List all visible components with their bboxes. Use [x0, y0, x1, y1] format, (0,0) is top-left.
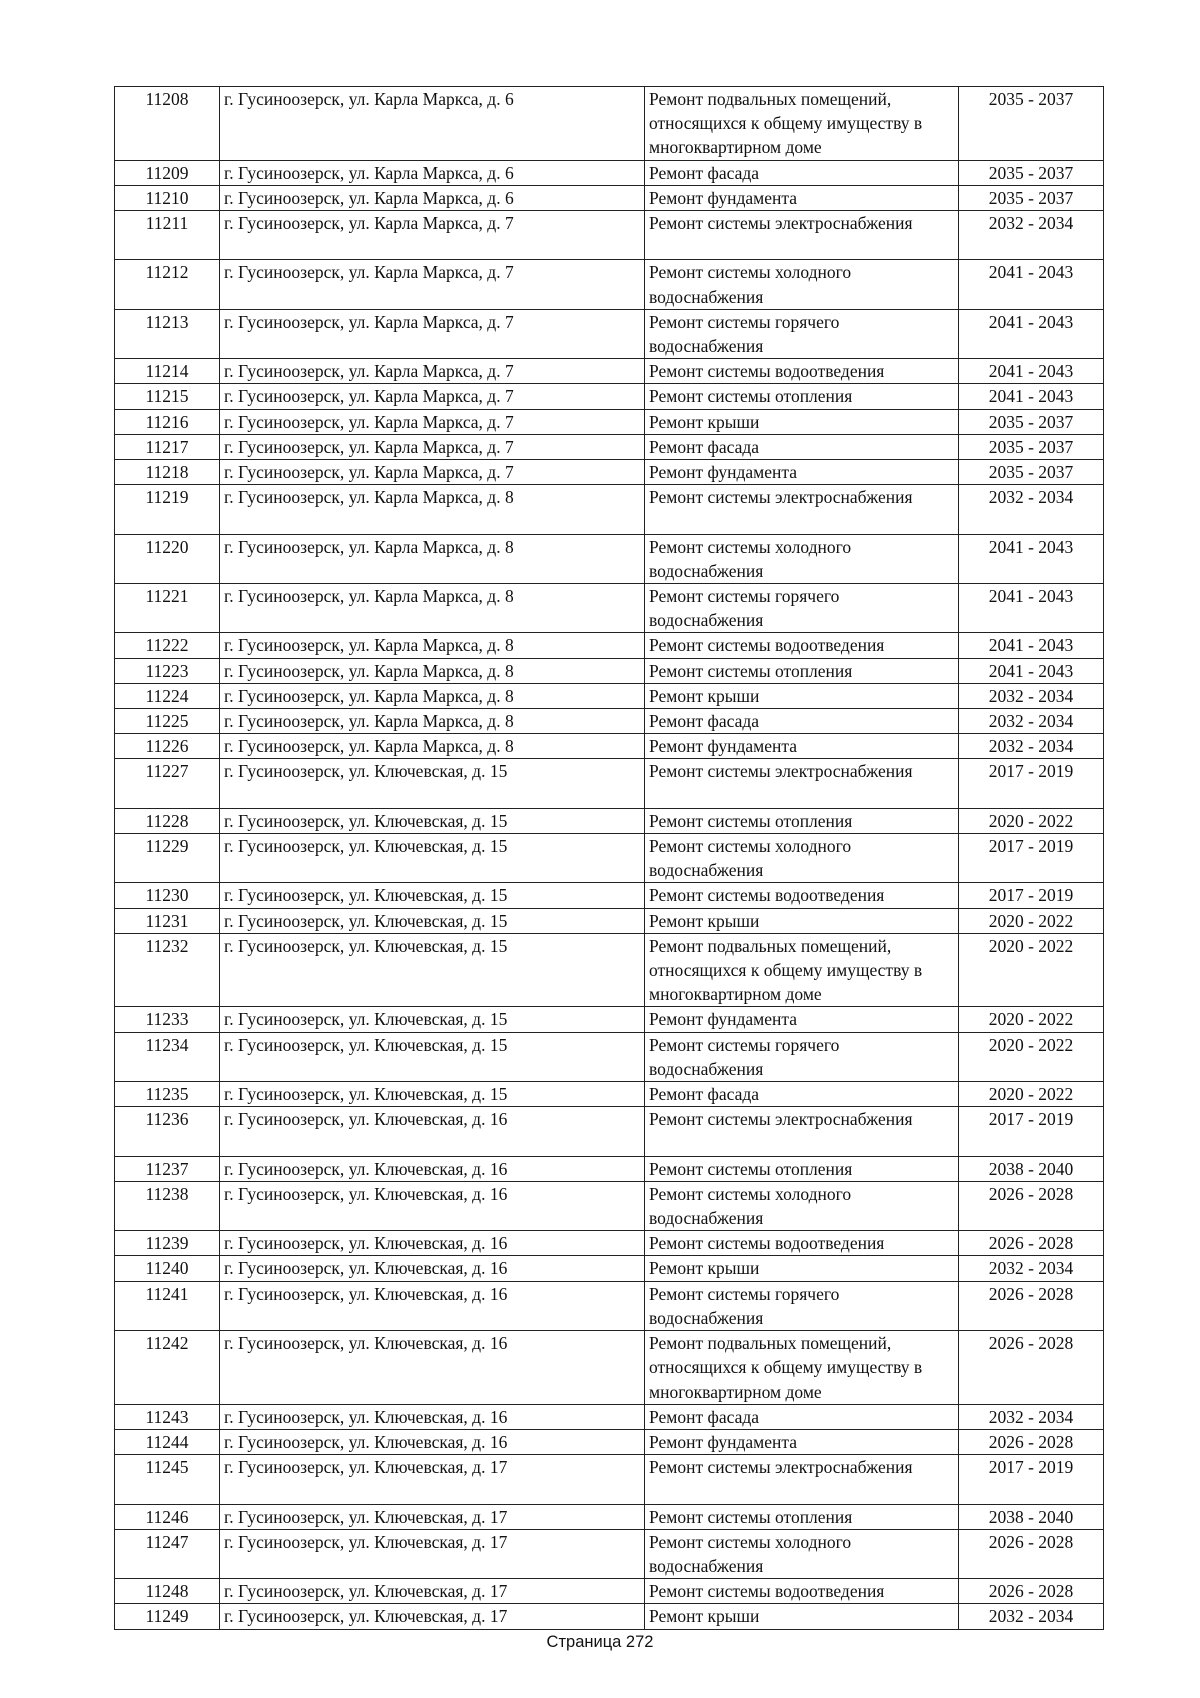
period-cell: 2041 - 2043: [959, 633, 1104, 658]
period-cell: 2032 - 2034: [959, 709, 1104, 734]
period-cell: 2020 - 2022: [959, 1032, 1104, 1081]
period-cell: 2017 - 2019: [959, 834, 1104, 883]
period-cell: 2017 - 2019: [959, 759, 1104, 808]
table-row: [115, 1181, 1104, 1230]
period-cell: 2020 - 2022: [959, 1007, 1104, 1032]
period-cell: 2035 - 2037: [959, 460, 1104, 485]
period-cell: 2032 - 2034: [959, 1604, 1104, 1629]
period-cell: 2026 - 2028: [959, 1429, 1104, 1454]
row-number-cell: 11216: [115, 409, 220, 434]
address-cell: г. Гусиноозерск, ул. Ключевская, д. 15: [220, 1082, 645, 1107]
address-cell: г. Гусиноозерск, ул. Карла Маркса, д. 8: [220, 534, 645, 583]
address-cell: г. Гусиноозерск, ул. Карла Маркса, д. 8: [220, 658, 645, 683]
row-number-cell: 11245: [115, 1455, 220, 1504]
period-cell: 2032 - 2034: [959, 211, 1104, 260]
table-row: [115, 1331, 1104, 1405]
work-type-cell: Ремонт подвальных помещений, относящихся к общему имуществу в многоквартирном доме: [645, 1331, 959, 1405]
period-cell: 2020 - 2022: [959, 908, 1104, 933]
row-number-cell: 11226: [115, 734, 220, 759]
table-row: [115, 584, 1104, 633]
row-number-cell: 11222: [115, 633, 220, 658]
repair-schedule-table: [114, 86, 1104, 1630]
work-type-cell: Ремонт системы электроснабжения: [645, 759, 959, 808]
address-cell: г. Гусиноозерск, ул. Ключевская, д. 16: [220, 1331, 645, 1405]
work-type-cell: Ремонт системы водоотведения: [645, 883, 959, 908]
work-type-cell: Ремонт системы горячего водоснабжения: [645, 1281, 959, 1330]
work-type-cell: Ремонт системы электроснабжения: [645, 485, 959, 534]
address-cell: г. Гусиноозерск, ул. Ключевская, д. 15: [220, 1007, 645, 1032]
row-number-cell: 11247: [115, 1529, 220, 1578]
address-cell: г. Гусиноозерск, ул. Карла Маркса, д. 7: [220, 211, 645, 260]
work-type-cell: Ремонт фундамента: [645, 185, 959, 210]
address-cell: г. Гусиноозерск, ул. Ключевская, д. 15: [220, 759, 645, 808]
period-cell: 2026 - 2028: [959, 1281, 1104, 1330]
period-cell: 2038 - 2040: [959, 1504, 1104, 1529]
table-row: [115, 908, 1104, 933]
work-type-cell: Ремонт системы водоотведения: [645, 1579, 959, 1604]
table-row: [115, 1455, 1104, 1504]
address-cell: г. Гусиноозерск, ул. Ключевская, д. 16: [220, 1404, 645, 1429]
table-row: [115, 485, 1104, 534]
table-row: [115, 460, 1104, 485]
work-type-cell: Ремонт крыши: [645, 1256, 959, 1281]
period-cell: 2017 - 2019: [959, 1455, 1104, 1504]
address-cell: г. Гусиноозерск, ул. Ключевская, д. 17: [220, 1455, 645, 1504]
period-cell: 2026 - 2028: [959, 1331, 1104, 1405]
period-cell: 2017 - 2019: [959, 1107, 1104, 1156]
period-cell: 2035 - 2037: [959, 160, 1104, 185]
period-cell: 2041 - 2043: [959, 534, 1104, 583]
table-row: [115, 1032, 1104, 1081]
period-cell: 2026 - 2028: [959, 1529, 1104, 1578]
address-cell: г. Гусиноозерск, ул. Карла Маркса, д. 7: [220, 359, 645, 384]
row-number-cell: 11219: [115, 485, 220, 534]
row-number-cell: 11243: [115, 1404, 220, 1429]
table-row: [115, 434, 1104, 459]
address-cell: г. Гусиноозерск, ул. Ключевская, д. 17: [220, 1579, 645, 1604]
period-cell: 2038 - 2040: [959, 1156, 1104, 1181]
row-number-cell: 11238: [115, 1181, 220, 1230]
table-row: [115, 1504, 1104, 1529]
row-number-cell: 11208: [115, 87, 220, 161]
address-cell: г. Гусиноозерск, ул. Карла Маркса, д. 8: [220, 485, 645, 534]
address-cell: г. Гусиноозерск, ул. Ключевская, д. 16: [220, 1231, 645, 1256]
address-cell: г. Гусиноозерск, ул. Ключевская, д. 16: [220, 1156, 645, 1181]
address-cell: г. Гусиноозерск, ул. Ключевская, д. 15: [220, 908, 645, 933]
row-number-cell: 11241: [115, 1281, 220, 1330]
work-type-cell: Ремонт подвальных помещений, относящихся к общему имуществу в многоквартирном доме: [645, 87, 959, 161]
work-type-cell: Ремонт системы горячего водоснабжения: [645, 1032, 959, 1081]
row-number-cell: 11229: [115, 834, 220, 883]
table-row: [115, 359, 1104, 384]
table-row: [115, 808, 1104, 833]
work-type-cell: Ремонт системы горячего водоснабжения: [645, 309, 959, 358]
row-number-cell: 11233: [115, 1007, 220, 1032]
period-cell: 2026 - 2028: [959, 1181, 1104, 1230]
row-number-cell: 11235: [115, 1082, 220, 1107]
row-number-cell: 11212: [115, 260, 220, 309]
row-number-cell: 11228: [115, 808, 220, 833]
period-cell: 2035 - 2037: [959, 434, 1104, 459]
address-cell: г. Гусиноозерск, ул. Карла Маркса, д. 8: [220, 683, 645, 708]
period-cell: 2035 - 2037: [959, 185, 1104, 210]
address-cell: г. Гусиноозерск, ул. Ключевская, д. 15: [220, 883, 645, 908]
address-cell: г. Гусиноозерск, ул. Карла Маркса, д. 8: [220, 734, 645, 759]
period-cell: 2032 - 2034: [959, 734, 1104, 759]
row-number-cell: 11215: [115, 384, 220, 409]
table-row: [115, 883, 1104, 908]
address-cell: г. Гусиноозерск, ул. Карла Маркса, д. 7: [220, 460, 645, 485]
work-type-cell: Ремонт системы отопления: [645, 384, 959, 409]
row-number-cell: 11234: [115, 1032, 220, 1081]
address-cell: г. Гусиноозерск, ул. Карла Маркса, д. 8: [220, 633, 645, 658]
address-cell: г. Гусиноозерск, ул. Ключевская, д. 15: [220, 933, 645, 1007]
table-row: [115, 1156, 1104, 1181]
row-number-cell: 11210: [115, 185, 220, 210]
period-cell: 2020 - 2022: [959, 1082, 1104, 1107]
work-type-cell: Ремонт системы холодного водоснабжения: [645, 834, 959, 883]
address-cell: г. Гусиноозерск, ул. Ключевская, д. 17: [220, 1504, 645, 1529]
period-cell: 2041 - 2043: [959, 359, 1104, 384]
table-row: [115, 384, 1104, 409]
period-cell: 2017 - 2019: [959, 883, 1104, 908]
work-type-cell: Ремонт крыши: [645, 908, 959, 933]
address-cell: г. Гусиноозерск, ул. Карла Маркса, д. 6: [220, 160, 645, 185]
row-number-cell: 11213: [115, 309, 220, 358]
period-cell: 2041 - 2043: [959, 309, 1104, 358]
work-type-cell: Ремонт системы электроснабжения: [645, 1107, 959, 1156]
period-cell: 2032 - 2034: [959, 1256, 1104, 1281]
table-row: [115, 185, 1104, 210]
row-number-cell: 11224: [115, 683, 220, 708]
table-row: [115, 87, 1104, 161]
table-row: [115, 1231, 1104, 1256]
work-type-cell: Ремонт системы холодного водоснабжения: [645, 260, 959, 309]
work-type-cell: Ремонт системы электроснабжения: [645, 1455, 959, 1504]
table-row: [115, 260, 1104, 309]
period-cell: 2041 - 2043: [959, 658, 1104, 683]
row-number-cell: 11214: [115, 359, 220, 384]
period-cell: 2032 - 2034: [959, 485, 1104, 534]
table-row: [115, 160, 1104, 185]
address-cell: г. Гусиноозерск, ул. Карла Маркса, д. 7: [220, 309, 645, 358]
row-number-cell: 11218: [115, 460, 220, 485]
work-type-cell: Ремонт системы водоотведения: [645, 633, 959, 658]
address-cell: г. Гусиноозерск, ул. Ключевская, д. 15: [220, 1032, 645, 1081]
work-type-cell: Ремонт фасада: [645, 434, 959, 459]
period-cell: 2032 - 2034: [959, 683, 1104, 708]
table-row: [115, 1604, 1104, 1629]
row-number-cell: 11248: [115, 1579, 220, 1604]
address-cell: г. Гусиноозерск, ул. Ключевская, д. 16: [220, 1107, 645, 1156]
table-row: [115, 1529, 1104, 1578]
row-number-cell: 11244: [115, 1429, 220, 1454]
period-cell: 2026 - 2028: [959, 1231, 1104, 1256]
address-cell: г. Гусиноозерск, ул. Ключевская, д. 17: [220, 1604, 645, 1629]
table-row: [115, 709, 1104, 734]
row-number-cell: 11223: [115, 658, 220, 683]
work-type-cell: Ремонт системы холодного водоснабжения: [645, 1181, 959, 1230]
address-cell: г. Гусиноозерск, ул. Карла Маркса, д. 7: [220, 384, 645, 409]
row-number-cell: 11240: [115, 1256, 220, 1281]
address-cell: г. Гусиноозерск, ул. Карла Маркса, д. 7: [220, 434, 645, 459]
table-row: [115, 933, 1104, 1007]
period-cell: 2035 - 2037: [959, 87, 1104, 161]
work-type-cell: Ремонт крыши: [645, 409, 959, 434]
table-row: [115, 409, 1104, 434]
address-cell: г. Гусиноозерск, ул. Ключевская, д. 15: [220, 808, 645, 833]
row-number-cell: 11246: [115, 1504, 220, 1529]
table-row: [115, 211, 1104, 260]
table-row: [115, 534, 1104, 583]
table-row: [115, 1404, 1104, 1429]
period-cell: 2026 - 2028: [959, 1579, 1104, 1604]
table-row: [115, 1579, 1104, 1604]
period-cell: 2041 - 2043: [959, 260, 1104, 309]
period-cell: 2041 - 2043: [959, 584, 1104, 633]
row-number-cell: 11220: [115, 534, 220, 583]
work-type-cell: Ремонт системы отопления: [645, 658, 959, 683]
work-type-cell: Ремонт крыши: [645, 683, 959, 708]
row-number-cell: 11230: [115, 883, 220, 908]
row-number-cell: 11211: [115, 211, 220, 260]
address-cell: г. Гусиноозерск, ул. Ключевская, д. 16: [220, 1181, 645, 1230]
row-number-cell: 11217: [115, 434, 220, 459]
table-body: [115, 87, 1104, 1630]
table-row: [115, 759, 1104, 808]
table-row: [115, 1256, 1104, 1281]
row-number-cell: 11209: [115, 160, 220, 185]
address-cell: г. Гусиноозерск, ул. Карла Маркса, д. 6: [220, 185, 645, 210]
work-type-cell: Ремонт фасада: [645, 1404, 959, 1429]
table-row: [115, 633, 1104, 658]
row-number-cell: 11221: [115, 584, 220, 633]
work-type-cell: Ремонт фундамента: [645, 734, 959, 759]
address-cell: г. Гусиноозерск, ул. Карла Маркса, д. 8: [220, 584, 645, 633]
table-row: [115, 309, 1104, 358]
row-number-cell: 11237: [115, 1156, 220, 1181]
work-type-cell: Ремонт системы электроснабжения: [645, 211, 959, 260]
row-number-cell: 11242: [115, 1331, 220, 1405]
period-cell: 2032 - 2034: [959, 1404, 1104, 1429]
table-row: [115, 1082, 1104, 1107]
address-cell: г. Гусиноозерск, ул. Ключевская, д. 15: [220, 834, 645, 883]
row-number-cell: 11232: [115, 933, 220, 1007]
work-type-cell: Ремонт фасада: [645, 1082, 959, 1107]
table-row: [115, 1429, 1104, 1454]
work-type-cell: Ремонт системы холодного водоснабжения: [645, 534, 959, 583]
table-row: [115, 1281, 1104, 1330]
table-row: [115, 734, 1104, 759]
table-row: [115, 683, 1104, 708]
row-number-cell: 11225: [115, 709, 220, 734]
row-number-cell: 11239: [115, 1231, 220, 1256]
work-type-cell: Ремонт системы горячего водоснабжения: [645, 584, 959, 633]
period-cell: 2035 - 2037: [959, 409, 1104, 434]
page-number: Страница 272: [546, 1633, 654, 1651]
work-type-cell: Ремонт подвальных помещений, относящихся к общему имуществу в многоквартирном доме: [645, 933, 959, 1007]
address-cell: г. Гусиноозерск, ул. Карла Маркса, д. 7: [220, 409, 645, 434]
work-type-cell: Ремонт системы водоотведения: [645, 1231, 959, 1256]
address-cell: г. Гусиноозерск, ул. Ключевская, д. 16: [220, 1429, 645, 1454]
address-cell: г. Гусиноозерск, ул. Карла Маркса, д. 8: [220, 709, 645, 734]
work-type-cell: Ремонт фундамента: [645, 1007, 959, 1032]
address-cell: г. Гусиноозерск, ул. Карла Маркса, д. 7: [220, 260, 645, 309]
work-type-cell: Ремонт системы холодного водоснабжения: [645, 1529, 959, 1578]
table-row: [115, 1107, 1104, 1156]
row-number-cell: 11227: [115, 759, 220, 808]
table-row: [115, 1007, 1104, 1032]
work-type-cell: Ремонт системы отопления: [645, 1156, 959, 1181]
address-cell: г. Гусиноозерск, ул. Ключевская, д. 17: [220, 1529, 645, 1578]
table-row: [115, 658, 1104, 683]
table-row: [115, 834, 1104, 883]
row-number-cell: 11236: [115, 1107, 220, 1156]
work-type-cell: Ремонт крыши: [645, 1604, 959, 1629]
period-cell: 2020 - 2022: [959, 808, 1104, 833]
work-type-cell: Ремонт фундамента: [645, 460, 959, 485]
address-cell: г. Гусиноозерск, ул. Ключевская, д. 16: [220, 1256, 645, 1281]
work-type-cell: Ремонт фундамента: [645, 1429, 959, 1454]
work-type-cell: Ремонт системы отопления: [645, 1504, 959, 1529]
row-number-cell: 11231: [115, 908, 220, 933]
address-cell: г. Гусиноозерск, ул. Ключевская, д. 16: [220, 1281, 645, 1330]
address-cell: г. Гусиноозерск, ул. Карла Маркса, д. 6: [220, 87, 645, 161]
row-number-cell: 11249: [115, 1604, 220, 1629]
work-type-cell: Ремонт системы водоотведения: [645, 359, 959, 384]
work-type-cell: Ремонт фасада: [645, 160, 959, 185]
period-cell: 2020 - 2022: [959, 933, 1104, 1007]
period-cell: 2041 - 2043: [959, 384, 1104, 409]
work-type-cell: Ремонт фасада: [645, 709, 959, 734]
work-type-cell: Ремонт системы отопления: [645, 808, 959, 833]
